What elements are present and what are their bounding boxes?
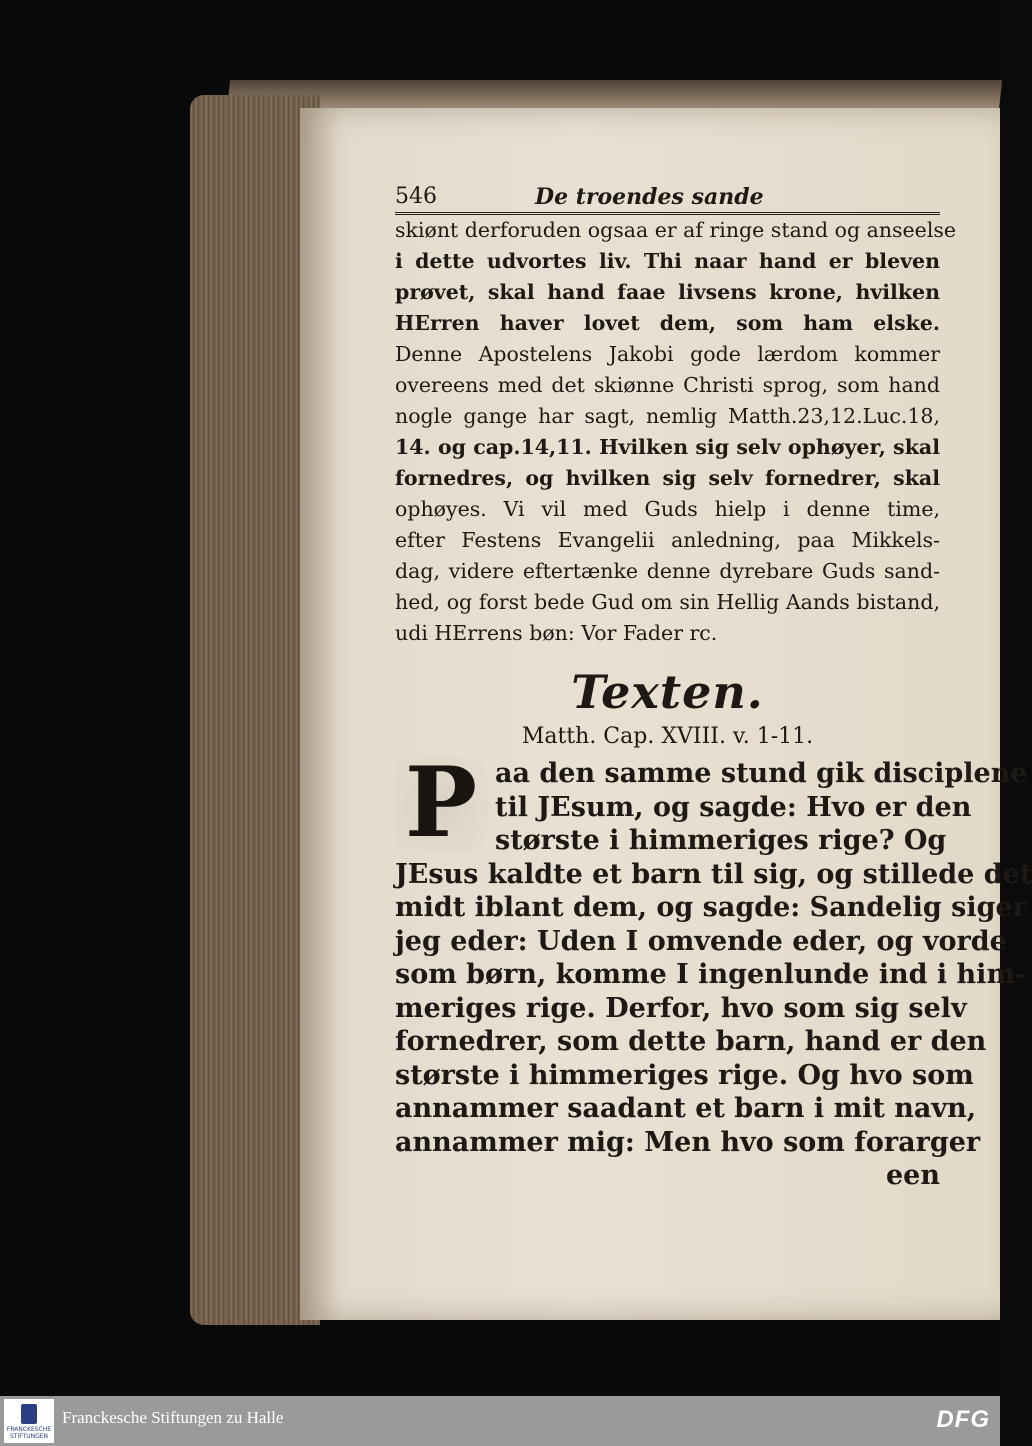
body-line: 14. og cap.14,11. Hvilken sig selv ophøyer, skal <box>395 435 940 459</box>
body-line: overeens med det skiønne Christi sprog, som hand <box>395 373 940 397</box>
body-line: HErren haver lovet dem, som ham elske. <box>395 311 940 335</box>
footer-bar <box>0 1396 1000 1446</box>
page-header <box>395 182 940 215</box>
body-line: skiønt derforuden ogsaa er af ringe stand og anseelse <box>395 218 957 242</box>
text-line: jeg eder: Uden I omvende eder, og vorde <box>395 925 1007 957</box>
text-line: meriges rige. Derfor, hvo som sig selv <box>395 992 967 1024</box>
logo-emblem-icon <box>21 1404 37 1424</box>
text-line: til JEsum, og sagde: Hvo er den <box>495 791 972 823</box>
body-line: prøvet, skal hand faae livsens krone, hvilken <box>395 280 940 304</box>
body-paragraph <box>395 215 957 649</box>
text-line: midt iblant dem, og sagde: Sandelig siger <box>395 892 1027 923</box>
body-line: udi HErrens bøn: Vor Fader rc. <box>395 621 718 645</box>
body-line: hed, og forst bede Gud om sin Hellig Aands bistand, <box>395 590 940 614</box>
running-head: De troendes sande <box>535 184 764 210</box>
body-line: nogle gange har sagt, nemlig Matth.23,12.Luc.18, <box>395 404 940 428</box>
body-line: fornedres, og hvilken sig selv fornedrer, skal <box>395 466 940 490</box>
scripture-reference: Matth. Cap. XVIII. v. 1-11. <box>521 724 814 749</box>
body-line: Denne Apostelens Jakobi gode lærdom kommer <box>395 342 940 366</box>
page-content <box>395 182 1032 1222</box>
decorated-initial: P <box>395 757 487 853</box>
text-line: JEsus kaldte et barn til sig, og stillede det <box>395 858 1032 890</box>
page-number: 546 <box>395 184 437 209</box>
body-line: i dette udvortes liv. Thi naar hand er bleven <box>395 249 940 273</box>
body-line: dag, videre eftertænke denne dyrebare Guds sand- <box>395 559 940 583</box>
text-line: annammer mig: Men hvo som forarger <box>395 1126 981 1158</box>
catchword: een <box>886 1160 940 1191</box>
institution-logo[interactable] <box>4 1399 54 1443</box>
dfg-logo[interactable]: DFG <box>936 1406 990 1433</box>
body-line: efter Festens Evangelii anledning, paa Mikkels- <box>395 528 940 552</box>
text-line: annammer saadant et barn i mit navn, <box>395 1093 977 1124</box>
text-line: største i himmeriges rige. Og hvo som <box>395 1059 974 1091</box>
logo-text: FRANCKESCHE STIFTUNGEN <box>6 1426 52 1440</box>
text-line: som børn, komme I ingenlunde ind i him- <box>395 959 1027 990</box>
institution-name[interactable]: Franckesche Stiftungen zu Halle <box>62 1408 284 1427</box>
body-line: ophøyes. Vi vil med Guds hielp i denne time, <box>395 497 940 521</box>
section-title: Texten. <box>571 665 764 719</box>
text-line: fornedrer, som dette barn, hand er den <box>395 1026 987 1057</box>
text-line: største i himmeriges rige? Og <box>495 825 947 856</box>
text-line: aa den samme stund gik disciplene <box>495 758 1028 789</box>
scripture-text <box>395 746 1032 1193</box>
